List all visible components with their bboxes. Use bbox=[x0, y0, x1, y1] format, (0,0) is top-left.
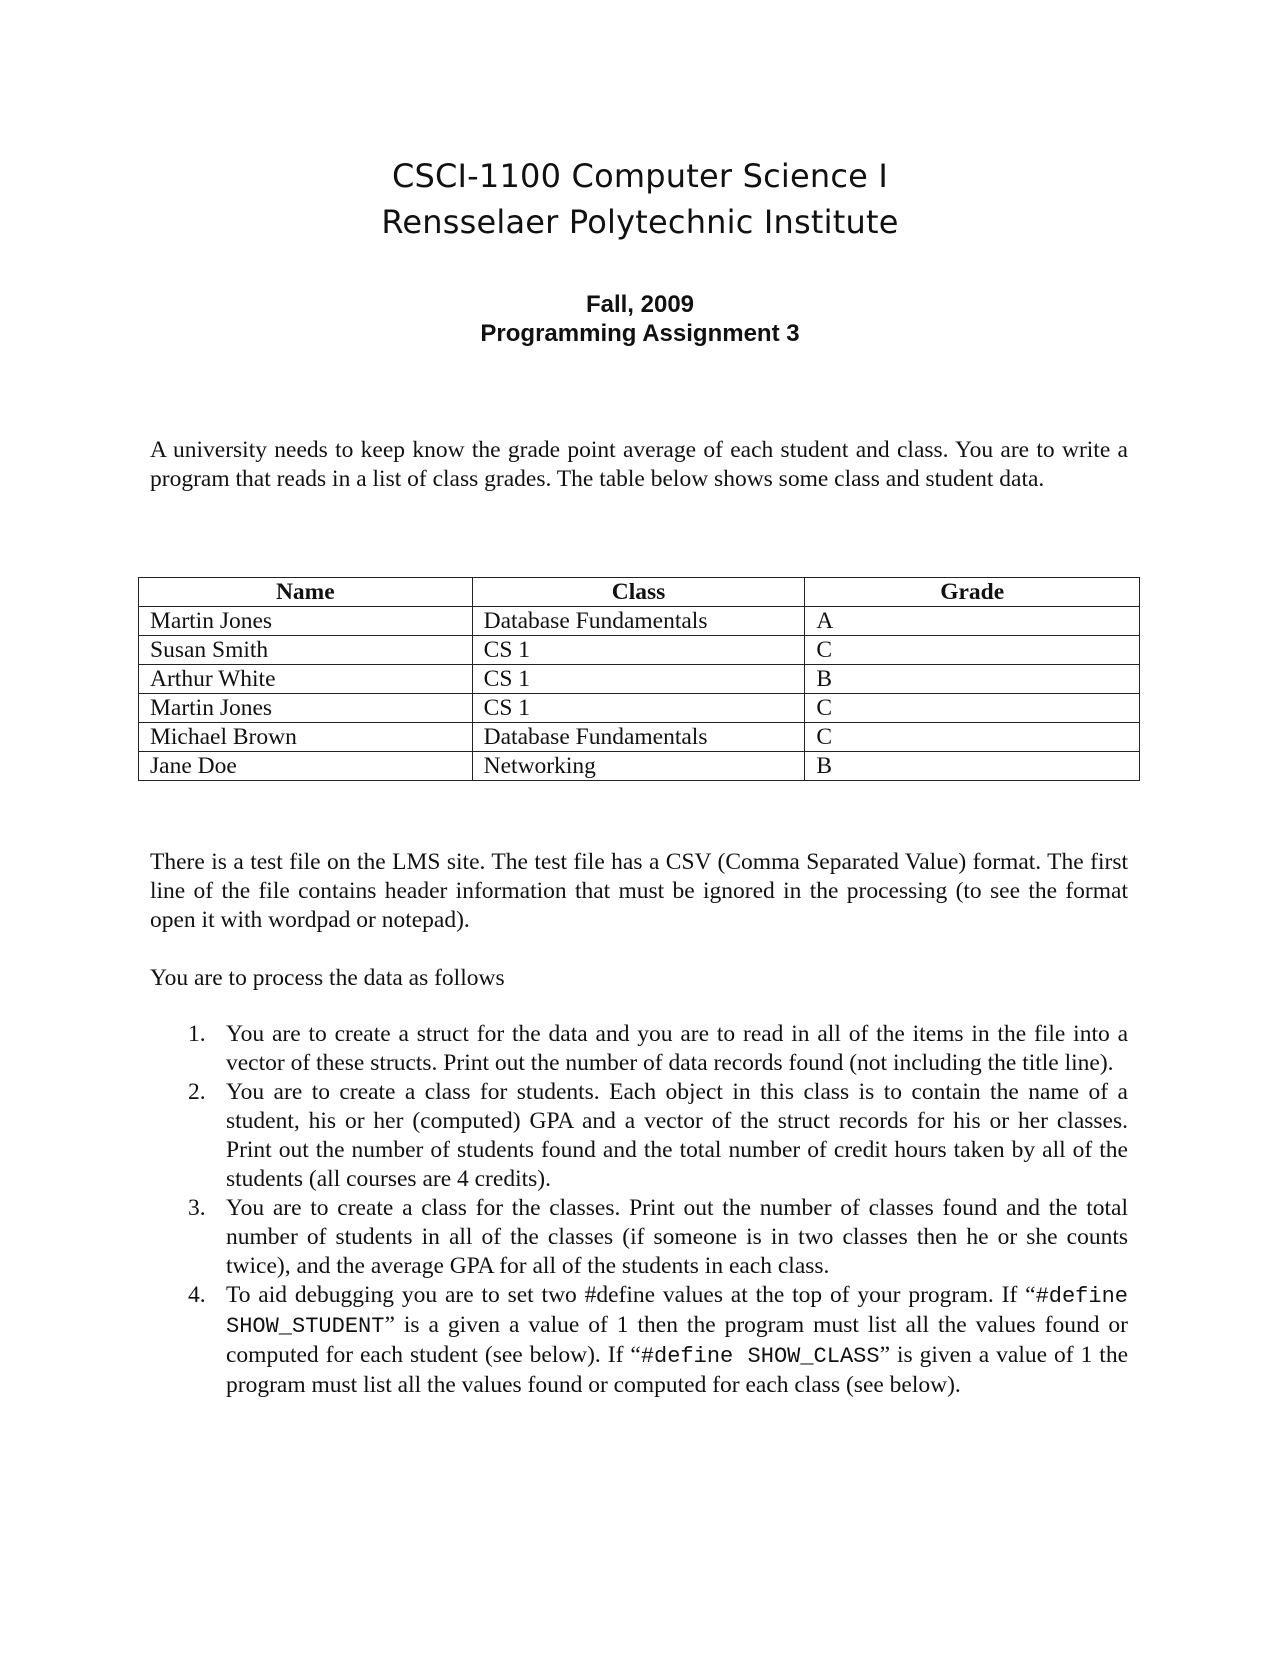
cell-class: Database Fundamentals bbox=[472, 607, 805, 636]
cell-grade: B bbox=[805, 665, 1140, 694]
list-item bbox=[150, 1281, 1128, 1400]
cell-class: Database Fundamentals bbox=[472, 723, 805, 752]
list-text: You are to create a struct for the data and you are to read in all of the items in the file into a vector of these structs. Print out the number of data records found (not including the title line). bbox=[226, 1021, 1128, 1076]
cell-name: Jane Doe bbox=[139, 752, 473, 781]
list-number: 2. bbox=[188, 1079, 206, 1105]
list-number: 1. bbox=[188, 1021, 206, 1047]
assignment-label: Programming Assignment 3 bbox=[480, 320, 800, 347]
table-row bbox=[139, 665, 1140, 694]
cell-grade: C bbox=[805, 636, 1140, 665]
table-row bbox=[139, 636, 1140, 665]
cell-name: Michael Brown bbox=[139, 723, 473, 752]
cell-name: Martin Jones bbox=[139, 607, 473, 636]
table-row bbox=[139, 694, 1140, 723]
cell-grade: C bbox=[805, 694, 1140, 723]
list-text-part: To aid debugging you are to set two #define values at the top of your program. If bbox=[226, 1282, 1026, 1308]
header-grade: Grade bbox=[805, 578, 1140, 607]
list-text: You are to create a class for students. Each object in this class is to contain the name of a student, his or her (computed) GPA and a vector of the struct records for his or her classes. Print out the number of students found and the total number of credit hours taken by all of the students (all courses are 4 credits). bbox=[226, 1079, 1128, 1192]
process-intro: You are to process the data as follows bbox=[150, 965, 505, 991]
table-row bbox=[139, 607, 1140, 636]
intro-paragraph: A university needs to keep know the grade point average of each student and class. You are to write a program that reads in a list of class grades. The table below shows some class and student data. bbox=[150, 437, 1128, 492]
code-define-show-class: #define SHOW_CLASS bbox=[640, 1344, 880, 1369]
cell-class: Networking bbox=[472, 752, 805, 781]
table-header-row bbox=[139, 578, 1140, 607]
cell-grade: A bbox=[805, 607, 1140, 636]
list-text-part: ” is a given a value of 1 then the program must list all the values found or computed for each student (see below). If “ bbox=[226, 1312, 1128, 1368]
steps-list bbox=[150, 1020, 1128, 1400]
list-text-part: ” is given a value of 1 the program must list all the values found or computed for each class (see below). bbox=[226, 1342, 1129, 1398]
cell-name: Arthur White bbox=[139, 665, 473, 694]
cell-class: CS 1 bbox=[472, 636, 805, 665]
cell-class: CS 1 bbox=[472, 694, 805, 723]
quote-mark: “ bbox=[1025, 1282, 1036, 1308]
list-item bbox=[150, 1020, 1128, 1078]
list-item bbox=[150, 1078, 1128, 1194]
header-class: Class bbox=[472, 578, 805, 607]
list-number: 3. bbox=[188, 1195, 206, 1221]
table-row bbox=[139, 723, 1140, 752]
cell-class: CS 1 bbox=[472, 665, 805, 694]
cell-name: Susan Smith bbox=[139, 636, 473, 665]
term-label: Fall, 2009 bbox=[585, 291, 695, 318]
table-row bbox=[139, 752, 1140, 781]
file-paragraph: There is a test file on the LMS site. The test file has a CSV (Comma Separated Value) format. The first line of the file contains header information that must be ignored in the processing (to see the format open it with wordpad or notepad). bbox=[150, 849, 1128, 933]
institution-title: Rensselaer Polytechnic Institute bbox=[381, 203, 899, 241]
grades-table bbox=[138, 577, 1140, 781]
list-number: 4. bbox=[188, 1282, 206, 1308]
code-define-show-student: #define SHOW_STUDENT bbox=[226, 1284, 1128, 1339]
course-title: CSCI-1100 Computer Science I bbox=[391, 157, 889, 195]
cell-name: Martin Jones bbox=[139, 694, 473, 723]
cell-grade: B bbox=[805, 752, 1140, 781]
list-text: You are to create a class for the classes. Print out the number of classes found and the total number of students in all of the classes (if someone is in two classes then he or she counts twice), and the average GPA for all of the students in each class. bbox=[226, 1195, 1128, 1279]
list-item bbox=[150, 1194, 1128, 1281]
cell-grade: C bbox=[805, 723, 1140, 752]
header-name: Name bbox=[139, 578, 473, 607]
